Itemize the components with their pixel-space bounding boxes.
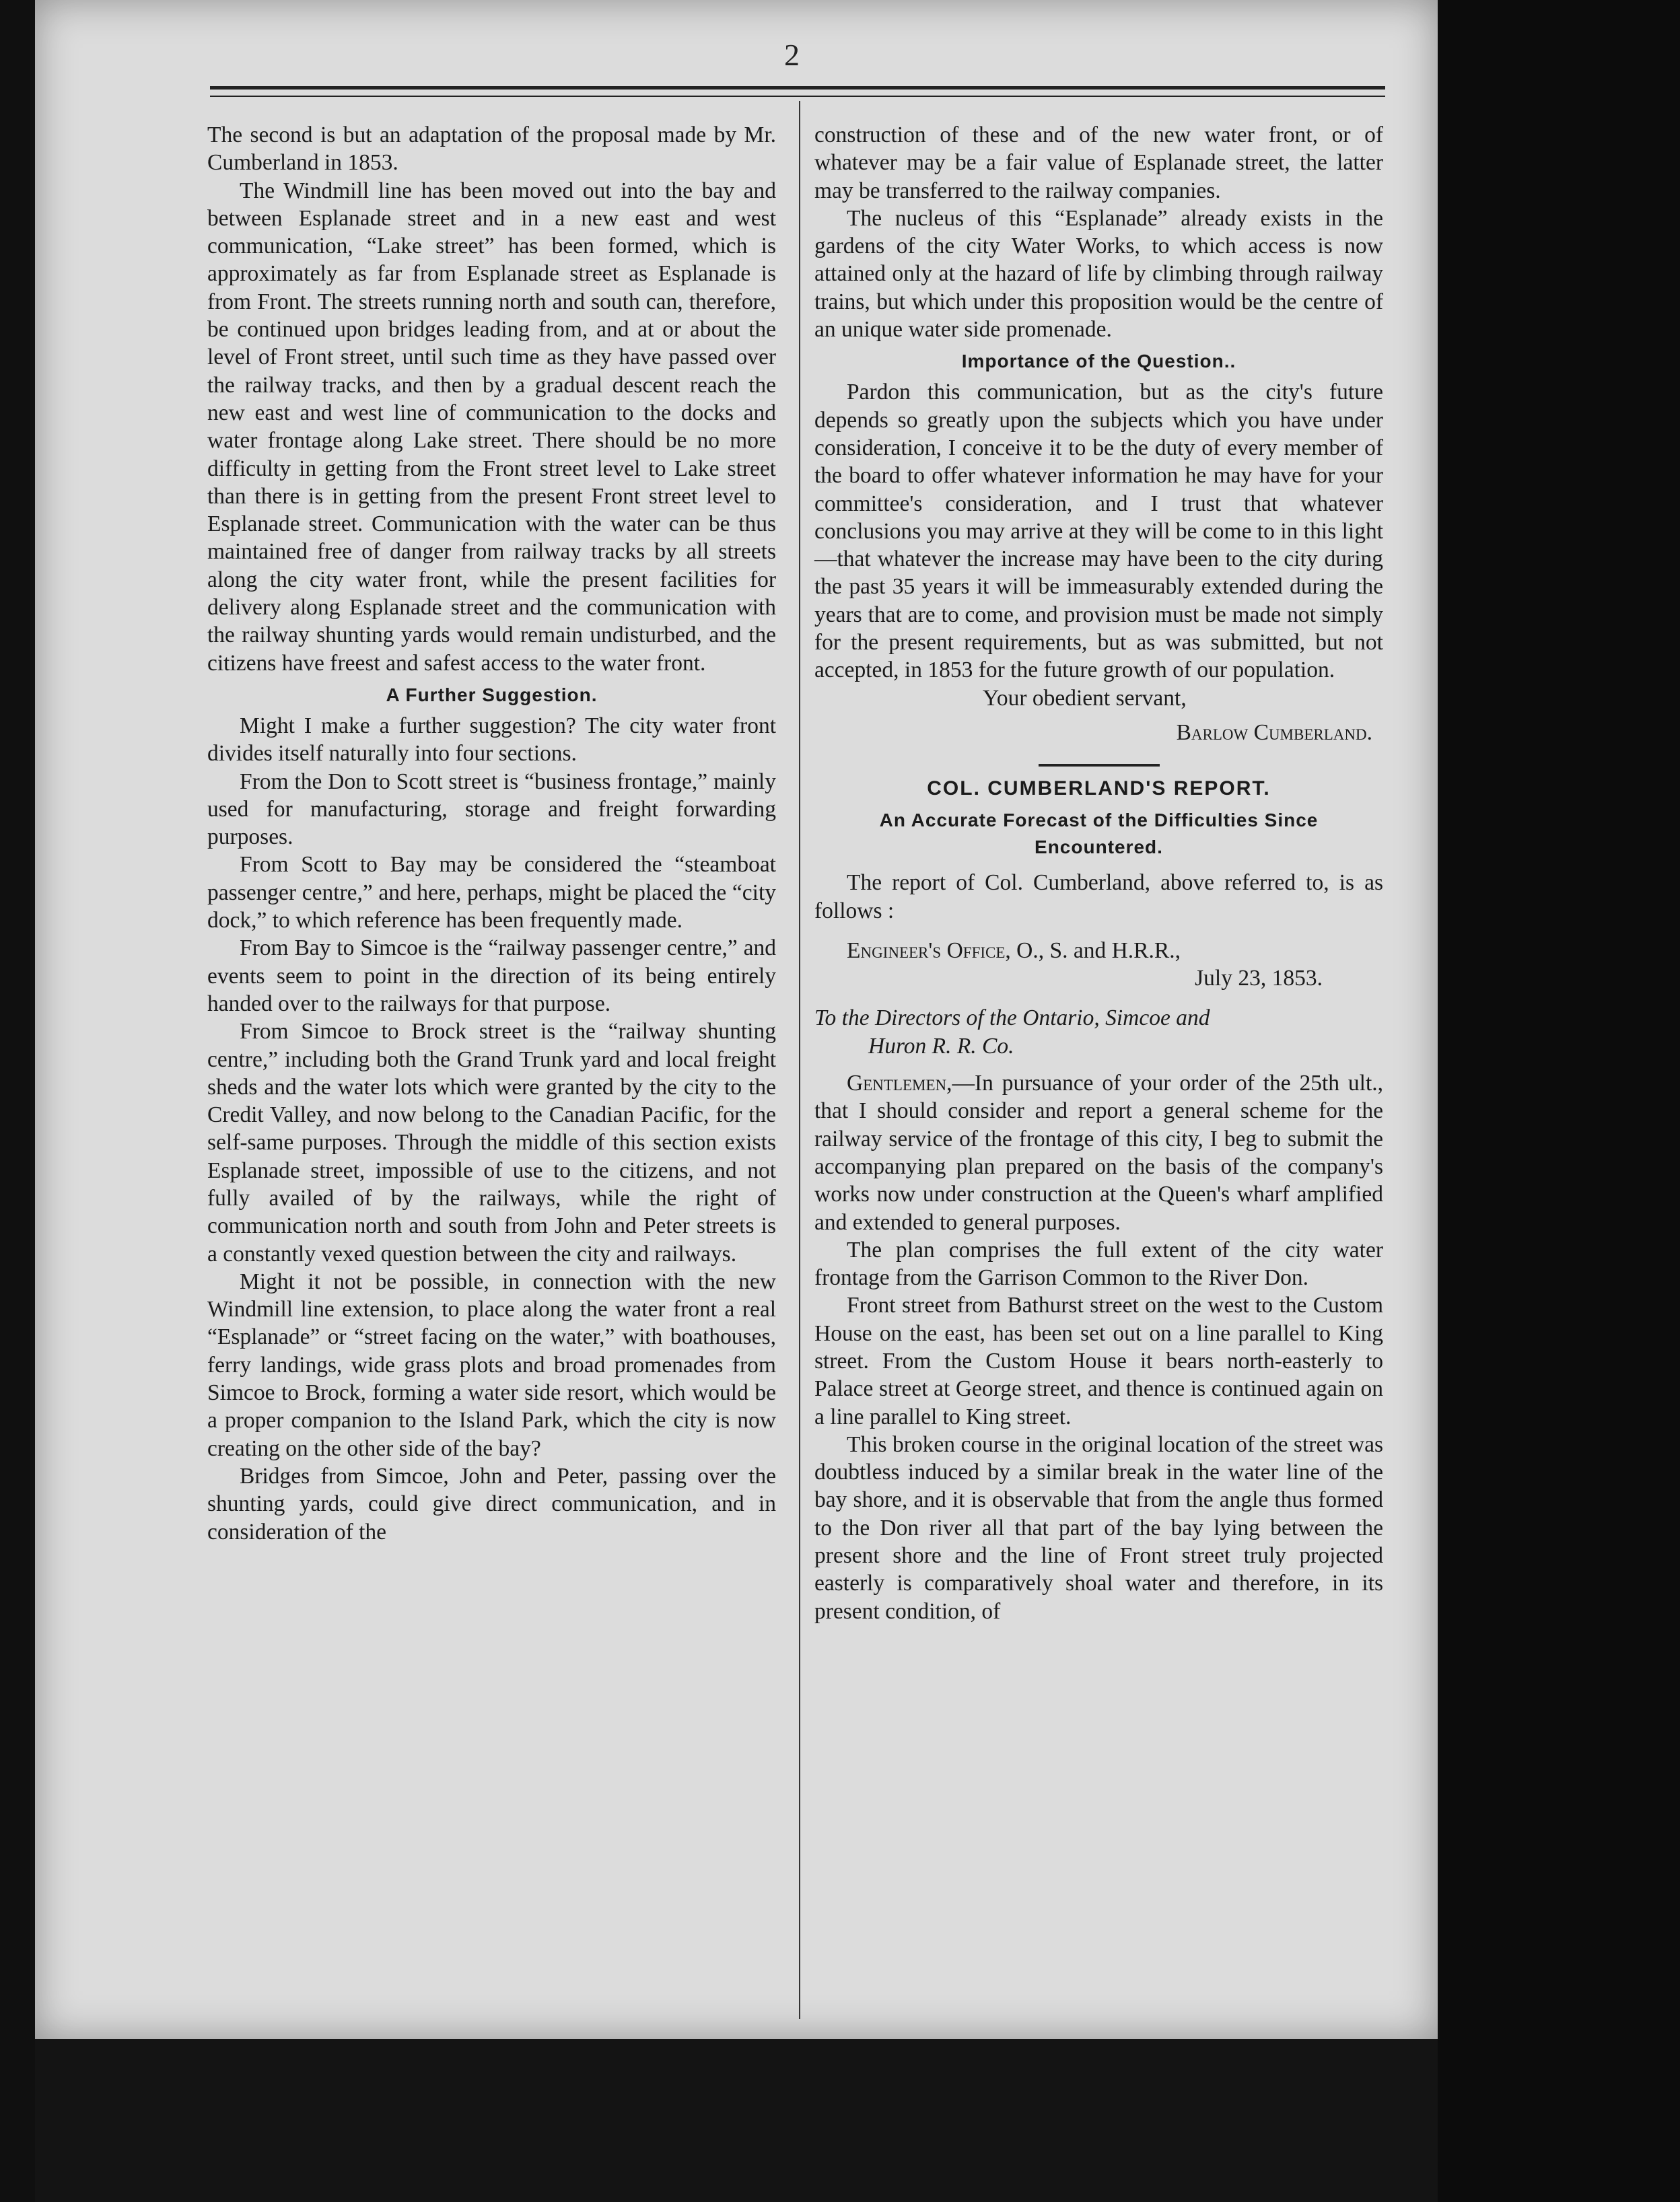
address-line-2: Huron R. R. Co. <box>868 1033 1014 1059</box>
paragraph: Pardon this communication, but as the city's future depends so greatly upon the subjects which you have under consideration, I conceive it to be the duty of every member of the board to offer whatever information he may have for your committee's consideration, and I trust that whatever conclusions you may arrive at they will be come to in this light—that whatever the increase may have been to the city during the past 35 years it will be immeasurably extended during the years that are to come, and provision must be made not simply for the present requirements, but as was submitted, but not accepted, in 1853 for the future growth of our population. <box>814 380 1383 683</box>
scan-border-bottom <box>35 2039 1438 2202</box>
scan-border-right <box>1438 0 1680 2202</box>
column-divider <box>799 101 800 2019</box>
paragraph: From Scott to Bay may be considered the “steamboat passenger centre,” and here, perhaps, might be placed the “city dock,” to which reference has been frequently made. <box>207 852 776 933</box>
left-column <box>207 121 776 1546</box>
paragraph: The Windmill line has been moved out into the bay and between Esplanade street and in a new east and west communication, “Lake street” has been formed, which is approximately as far from Esplanade street as Esplanade is from Front. The streets running north and south can, therefore, be continued upon bridges leading from, and at or about the level of Front street, until such time as they have passed over the railway tracks, and then by a gradual descent reach the new east and west line of communication to the docks and water frontage along Lake street. There should be no more difficulty in getting from the Front street level to Lake street than there is in getting from the present Front street level to Esplanade street. Communication with the water can be thus maintained free of danger from railway tracks by all streets along the city water front, while the present facilities for delivery along Esplanade street and the communication with the railway shunting yards would remain undisturbed, and the citizens have freest and safest access to the water front. <box>207 178 776 676</box>
paragraph: Front street from Bathurst street on the west to the Custom House on the east, has been set out on a line parallel to King street. From the Custom House it bears north-easterly to Palace street at George street, and thence is continued again on a line parallel to King street. <box>814 1293 1383 1429</box>
paragraph <box>814 1069 1383 1236</box>
paragraph: This broken course in the original location of the street was doubtless induced by a similar break in the water line of the bay shore, and it is observable that from the angle thus formed to the Don river all that part of the bay lying between the present shore and the line of Front street truly projected easterly is comparatively shoal water and therefore, in its present condition, of <box>814 1431 1383 1624</box>
page-number: 2 <box>784 38 800 72</box>
address-line-1: To the Directors of the Ontario, Simcoe and <box>814 1005 1210 1031</box>
paragraph: construction of these and of the new water front, or of whatever may be a fair value of Esplanade street, the latter may be transferred to the railway companies. <box>814 122 1383 203</box>
report-title: COL. CUMBERLAND'S REPORT. <box>927 777 1271 800</box>
paragraph: Might I make a further suggestion? The city water front divides itself naturally into four sections. <box>207 713 776 767</box>
paragraph: Might it not be possible, in connection with the new Windmill line extension, to place along the water front a real “Esplanade” or “street facing on the water,” with boathouses, ferry landings, wide grass plots and broad promenades from Simcoe to Brock, forming a water side resort, which would be a proper companion to the Island Park, which the city is now creating on the other side of the bay? <box>207 1269 776 1461</box>
section-divider <box>1039 764 1160 767</box>
closing: Your obedient servant, <box>983 685 1187 711</box>
paragraph-body: —In pursuance of your order of the 25th ult., that I should consider and report a general scheme for the railway service of the frontage of this city, I beg to submit the accompanying plan prepared on the basis of the company's works now under construction at the Queen's wharf amplified and extended to general purposes. <box>814 1071 1383 1235</box>
paragraph: Bridges from Simcoe, John and Peter, passing over the shunting yards, could give direct communication, and in consideration of the <box>207 1463 776 1544</box>
right-column <box>814 121 1383 1625</box>
header-rule <box>210 86 1385 90</box>
paragraph: From Simcoe to Brock street is the “railway shunting centre,” including both the Grand Trunk yard and local freight sheds and the water lots which were granted by the city to the Credit Valley, and now belong to the Canadian Pacific, for the self-same purposes. Through the middle of this section exists Esplanade street, impossible of use to the citizens, and not fully availed of by the railways, while the right of communication north and south from John and Peter streets is a constantly vexed question between the city and railways. <box>207 1019 776 1267</box>
paragraph: The nucleus of this “Esplanade” already exists in the gardens of the city Water Works, to which access is now attained only at the hazard of life by climbing through railway trains, but which under this proposition would be the centre of an unique water side promenade. <box>814 205 1383 343</box>
signature: Barlow Cumberland. <box>1176 719 1372 745</box>
paragraph: The second is but an adaptation of the proposal made by Mr. Cumberland in 1853. <box>207 122 776 176</box>
paragraph: From the Don to Scott street is “business frontage,” mainly used for manufacturing, storage and freight forwarding purposes. <box>207 769 776 850</box>
dateline-date: July 23, 1853. <box>1195 966 1323 991</box>
paragraph: The plan comprises the full extent of the city water frontage from the Garrison Common to the River Don. <box>814 1237 1383 1291</box>
section-subhead: A Further Suggestion. <box>386 684 598 705</box>
address <box>814 1004 1383 1060</box>
salutation: Gentlemen, <box>847 1071 952 1096</box>
paragraph: From Bay to Simcoe is the “railway passenger centre,” and events seem to point in the direction of its being entirely handed over to the railways for that purpose. <box>207 935 776 1016</box>
section-subhead: Importance of the Question.. <box>961 351 1236 372</box>
dateline <box>847 937 1383 964</box>
header-rule-thin <box>210 96 1385 97</box>
paragraph: The report of Col. Cumberland, above referred to, is as follows : <box>814 870 1383 923</box>
dateline-office: Engineer's Office, <box>847 937 1011 963</box>
report-subtitle: An Accurate Forecast of the Difficulties Since Encountered. <box>879 810 1319 858</box>
dateline-company: O., S. and H.R.R., <box>1016 937 1181 963</box>
